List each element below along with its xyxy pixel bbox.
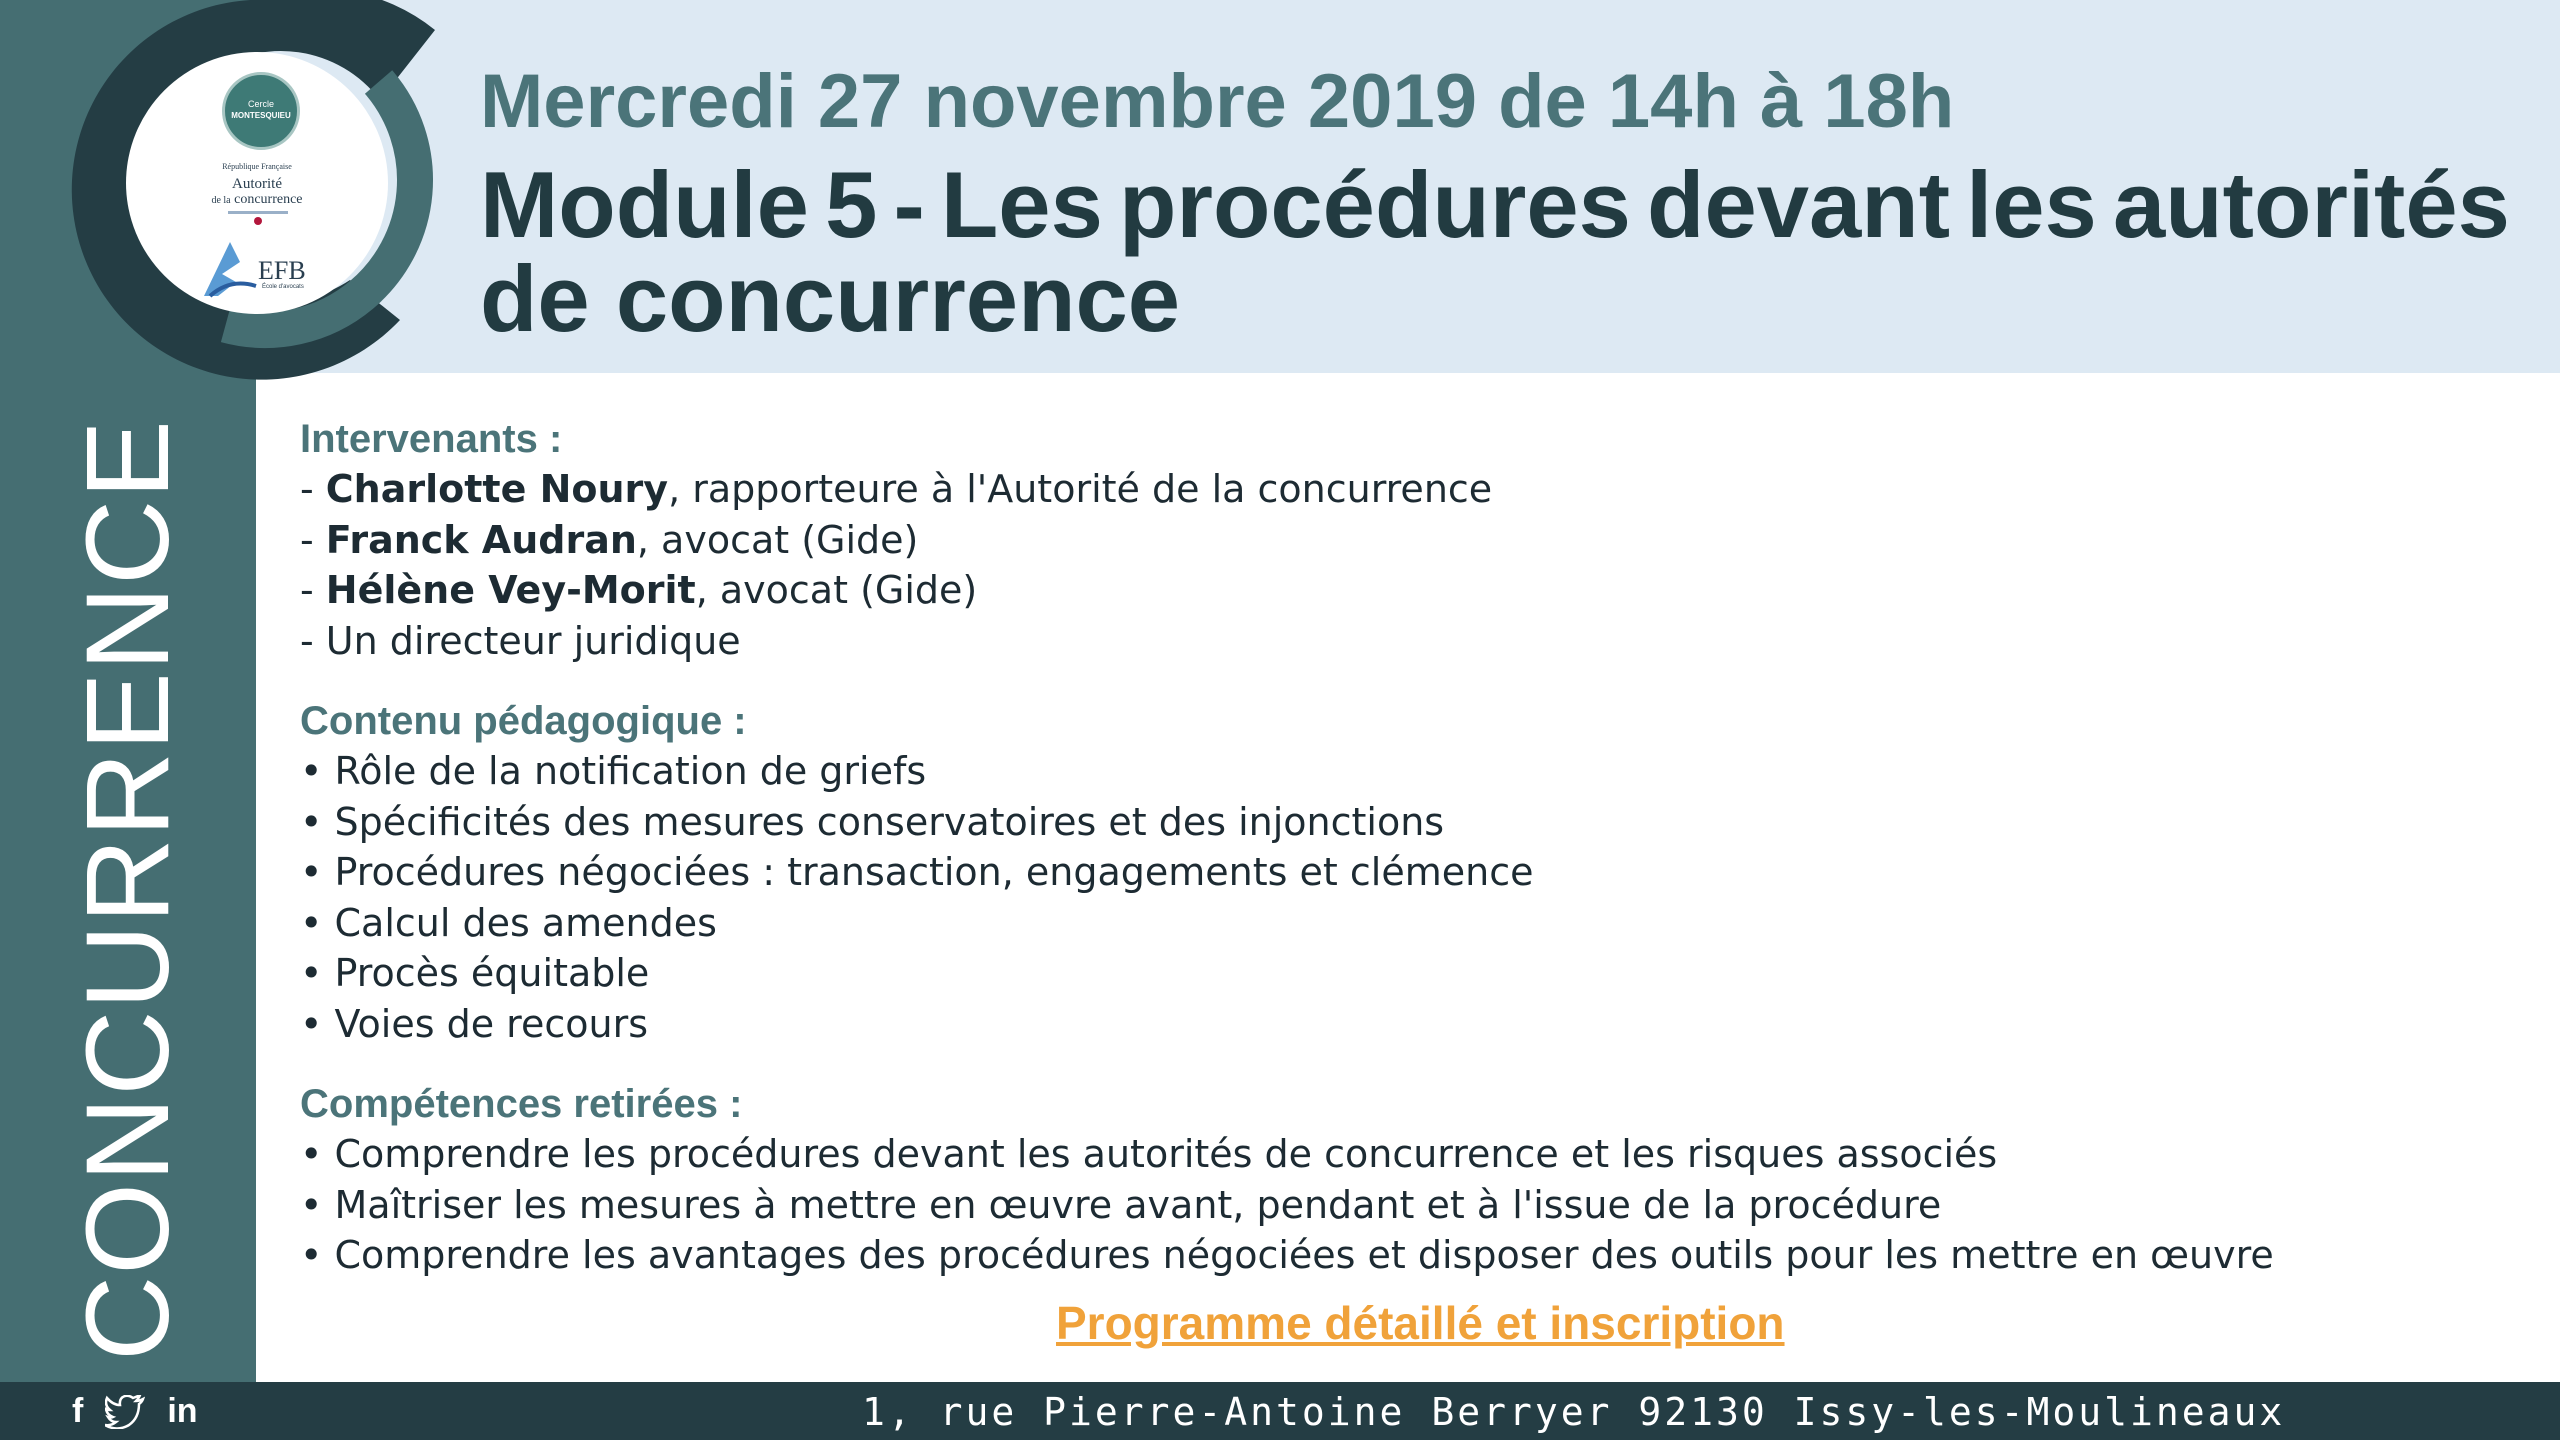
contenu-item: • Voies de recours bbox=[300, 1001, 648, 1046]
footer bbox=[0, 1382, 2560, 1440]
title-word: Les bbox=[940, 152, 1103, 257]
autorite-dot bbox=[254, 217, 262, 225]
footer-address: 1, rue Pierre-Antoine Berryer 92130 Issy-les-Moulineaux bbox=[862, 1390, 2286, 1434]
autorite-text-line1: Autorité bbox=[232, 176, 282, 192]
competence-item: • Maîtriser les mesures à mettre en œuvre avant, pendant et à l'issue de la procédure bbox=[300, 1182, 1942, 1227]
efb-text: EFB bbox=[258, 256, 306, 285]
title-word: devant bbox=[1647, 152, 1951, 257]
social-links bbox=[72, 1392, 198, 1431]
page-title bbox=[480, 152, 2510, 351]
intervenant-item bbox=[300, 616, 2500, 667]
efb-logo-icon bbox=[200, 238, 260, 300]
intervenant-dash: - bbox=[300, 517, 326, 562]
title-word: 5 bbox=[825, 152, 878, 257]
main-content bbox=[300, 414, 2500, 1281]
contenu-heading: Contenu pédagogique : bbox=[300, 699, 747, 743]
intervenant-dash: - bbox=[300, 467, 326, 511]
intervenant-name: Franck Audran bbox=[325, 517, 637, 562]
competence-item: • Comprendre les procédures devant les autorités de concurrence et les risques associés bbox=[300, 1132, 1998, 1176]
intervenant-role: , avocat (Gide) bbox=[636, 517, 919, 562]
intervenant-item bbox=[300, 464, 2500, 515]
title-word: - bbox=[893, 152, 925, 257]
event-date: Mercredi 27 novembre 2019 de 14h à 18h bbox=[480, 59, 1955, 144]
contenu-item: • Procès équitable bbox=[300, 951, 650, 995]
intervenant-role: , avocat (Gide) bbox=[695, 568, 978, 612]
republique-text: République Française bbox=[222, 162, 292, 171]
title-word: autorités bbox=[2112, 152, 2510, 257]
title-line-2: de concurrence bbox=[480, 246, 1181, 351]
intervenant-dash: - bbox=[300, 568, 326, 612]
sidebar-vertical-label: CONCURRENCE bbox=[62, 419, 194, 1361]
intervenant-role: , rapporteure à l'Autorité de la concurrence bbox=[668, 467, 1493, 511]
programme-inscription-link[interactable]: Programme détaillé et inscription bbox=[1056, 1297, 1785, 1349]
competence-item: • Comprendre les avantages des procédures négociées et disposer des outils pour les mettre en œuvre bbox=[300, 1233, 2274, 1277]
efb-subtext: École d'avocats bbox=[262, 284, 304, 290]
competences-heading: Compétences retirées : bbox=[300, 1082, 743, 1126]
competences-list bbox=[300, 1129, 2500, 1281]
seal-name-text: MONTESQUIEU bbox=[231, 111, 291, 120]
intervenant-name: Hélène Vey-Morit bbox=[325, 568, 696, 612]
twitter-icon[interactable] bbox=[105, 1395, 145, 1429]
contenu-list bbox=[300, 746, 2500, 1049]
autorite-underline bbox=[228, 211, 288, 214]
facebook-icon[interactable]: f bbox=[72, 1392, 84, 1430]
title-word: procédures bbox=[1118, 152, 1631, 257]
autorite-text-line2 bbox=[126, 192, 388, 208]
title-word: les bbox=[1966, 152, 2097, 257]
intervenant-dash: - bbox=[300, 618, 326, 663]
title-line-1 bbox=[480, 152, 2510, 257]
contenu-item: • Rôle de la notification de griefs bbox=[300, 749, 927, 793]
linkedin-icon[interactable]: in bbox=[167, 1392, 198, 1430]
intervenant-item bbox=[300, 565, 2500, 616]
intervenant-name: Charlotte Noury bbox=[325, 467, 669, 511]
autorite-prefix: de la bbox=[211, 195, 231, 206]
title-word: Module bbox=[480, 152, 809, 257]
contenu-item: • Procédures négociées : transaction, engagements et clémence bbox=[300, 850, 1534, 894]
seal-cercle-text: Cercle bbox=[247, 99, 274, 109]
contenu-item: • Spécificités des mesures conservatoires et des injonctions bbox=[300, 799, 1445, 844]
contenu-item: • Calcul des amendes bbox=[300, 900, 717, 945]
cercle-montesquieu-logo bbox=[222, 72, 300, 150]
intervenants-heading: Intervenants : bbox=[300, 417, 563, 461]
intervenants-list bbox=[300, 464, 2500, 666]
autorite-concurrence: concurrence bbox=[234, 192, 303, 207]
intervenant-item bbox=[300, 515, 2500, 566]
intervenant-role: Un directeur juridique bbox=[325, 618, 741, 663]
